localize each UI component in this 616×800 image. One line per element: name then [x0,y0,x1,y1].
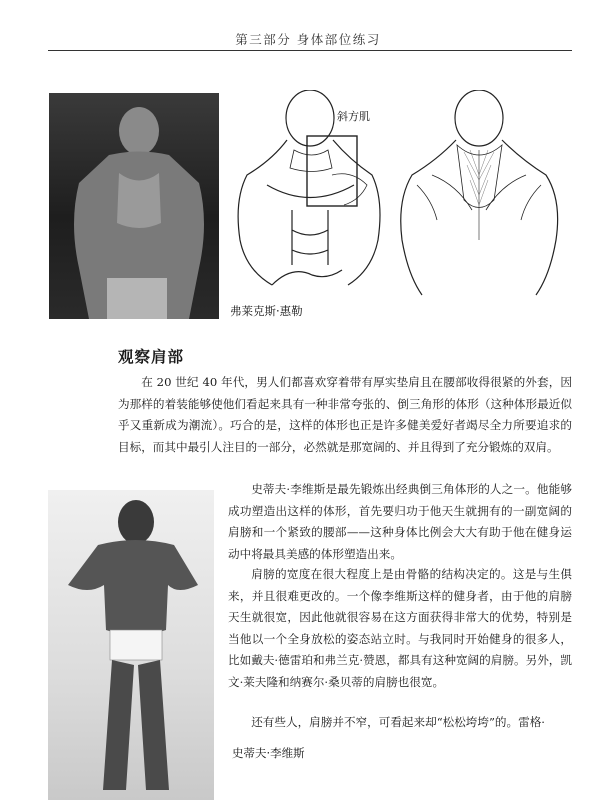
paragraph-1: 在 20 世纪 40 年代，男人们都喜欢穿着带有厚实垫肩且在腰部收得很紧的外套，因为那样的着装能够使他们看起来具有一种非常夸张的、倒三角形的体形（这种体形最近似乎又重新成为潮流）。巧合的是，这样的体形也正是许多健美爱好者竭尽全力所要追求的目标，而其中最引人注目的一部分，必然就是那宽阔的、并且得到了充分锻炼的双肩。 [118,375,572,454]
header-rule [48,50,572,51]
bodybuilder-silhouette-top [49,93,219,319]
bodybuilder-photo-top [49,93,219,319]
section-title: 观察肩部 [118,348,185,366]
running-header: 第三部分 身体部位练习 [235,32,381,47]
bodybuilder-silhouette-bottom [48,490,214,800]
trapezius-label: 斜方肌 [337,110,370,123]
top-photo-caption: 弗莱克斯·惠勒 [230,304,303,318]
bottom-photo-caption: 史蒂夫·李维斯 [232,746,305,760]
trapezius-anatomy-diagram [232,90,572,305]
paragraph-2: 史蒂夫·李维斯是最先锻炼出经典倒三角体形的人之一。他能够成功塑造出这样的体形，首先要归功于他天生就拥有的一副宽阔的肩膀和一个紧致的腰部——这种身体比例会大大有助于他在健身运动中将最具美感的体形塑造出来。 [228,482,572,561]
paragraph-3: 肩膀的宽度在很大程度上是由骨骼的结构决定的。这是与生俱来，并且很难更改的。一个像李维斯这样的健身者，由于他的肩膀天生就很宽，因此他就很容易在这方面获得非常大的优势，特别是当他以一个全身放松的姿态站立时。与我同时开始健身的很多人，比如戴夫·德雷珀和弗兰克·赞恩，都具有这种宽阔的肩膀。另外，凯文·莱夫隆和纳赛尔·桑贝蒂的肩膀也很宽。 [228,567,572,689]
paragraph-4: 还有些人，肩膀并不窄，可看起来却“松松垮垮”的。雷格· [251,715,545,729]
bodybuilder-photo-bottom [48,490,214,800]
